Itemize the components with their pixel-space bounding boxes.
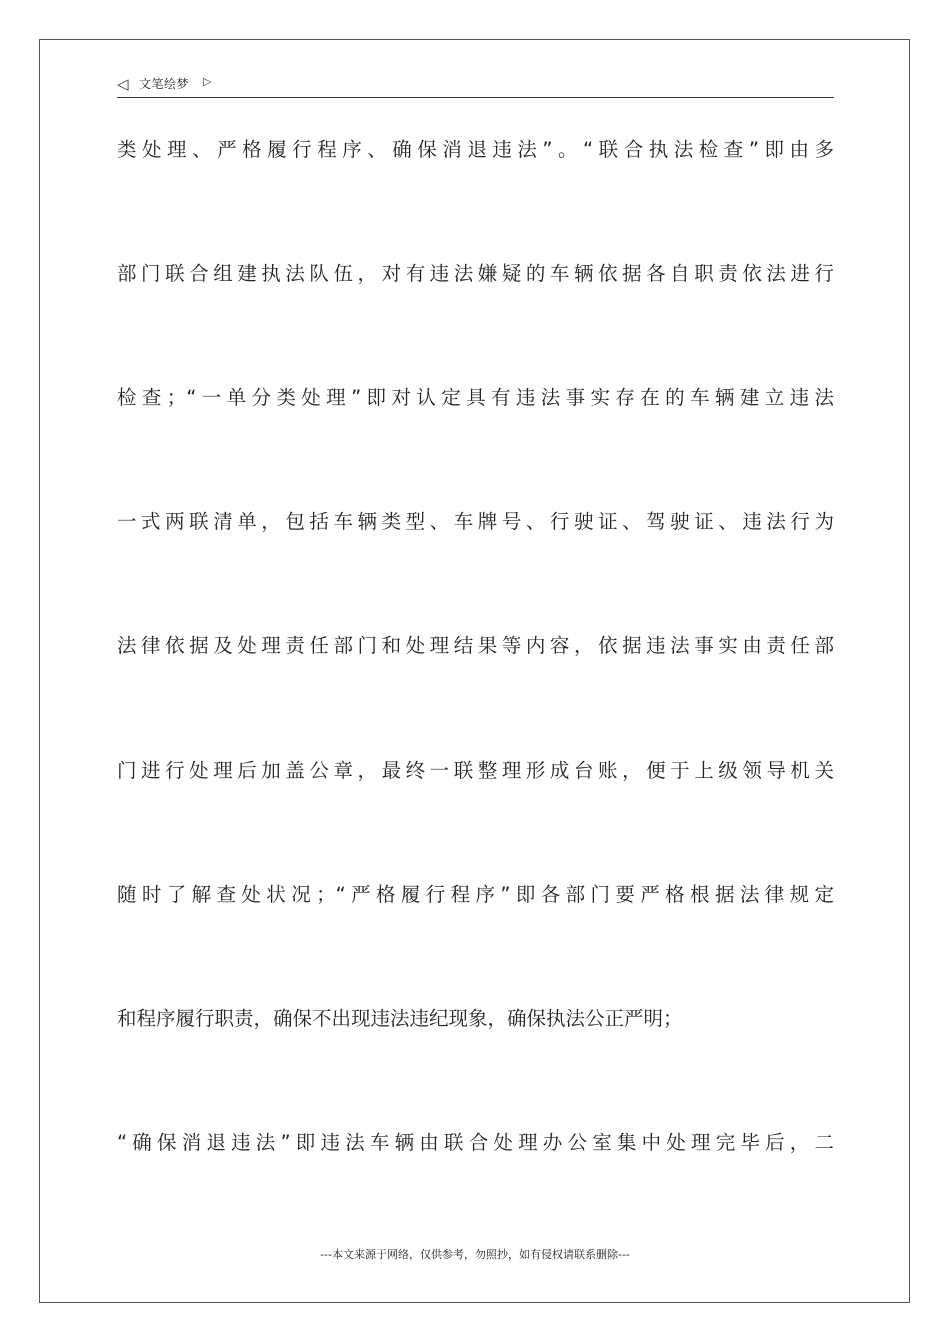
body-line: “确保消退违法”即违法车辆由联合处理办公室集中处理完毕后，二: [117, 1131, 834, 1154]
left-triangle-icon: ◁: [117, 75, 129, 93]
body-line: 部门联合组建执法队伍，对有违法嫌疑的车辆依据各自职责依法进行: [117, 262, 834, 285]
body-line: 类处理、严格履行程序、确保消退违法”。“联合执法检查”即由多: [117, 138, 834, 161]
body-line: 随时了解查处状况；“严格履行程序”即各部门要严格根据法律规定: [117, 883, 834, 906]
body-line: 检查；“一单分类处理”即对认定具有违法事实存在的车辆建立违法: [117, 386, 834, 409]
body-line: 门进行处理后加盖公章，最终一联整理形成台账，便于上级领导机关: [117, 759, 834, 782]
footer-notice: ---本文来源于网络，仅供参考，勿照抄，如有侵权请联系删除---: [320, 1248, 630, 1261]
body-line: 一式两联清单，包括车辆类型、车牌号、行驶证、驾驶证、违法行为: [117, 510, 834, 533]
header-brand: 文笔绘梦: [139, 77, 190, 91]
page-frame: [39, 39, 910, 1303]
right-triangle-icon: ▷: [203, 75, 212, 88]
body-line: 法律依据及处理责任部门和处理结果等内容，依据违法事实由责任部: [117, 634, 834, 657]
body-line: 和程序履行职责，确保不出现违法违纪现象，确保执法公正严明；: [117, 1007, 683, 1030]
page-header: [117, 74, 834, 98]
